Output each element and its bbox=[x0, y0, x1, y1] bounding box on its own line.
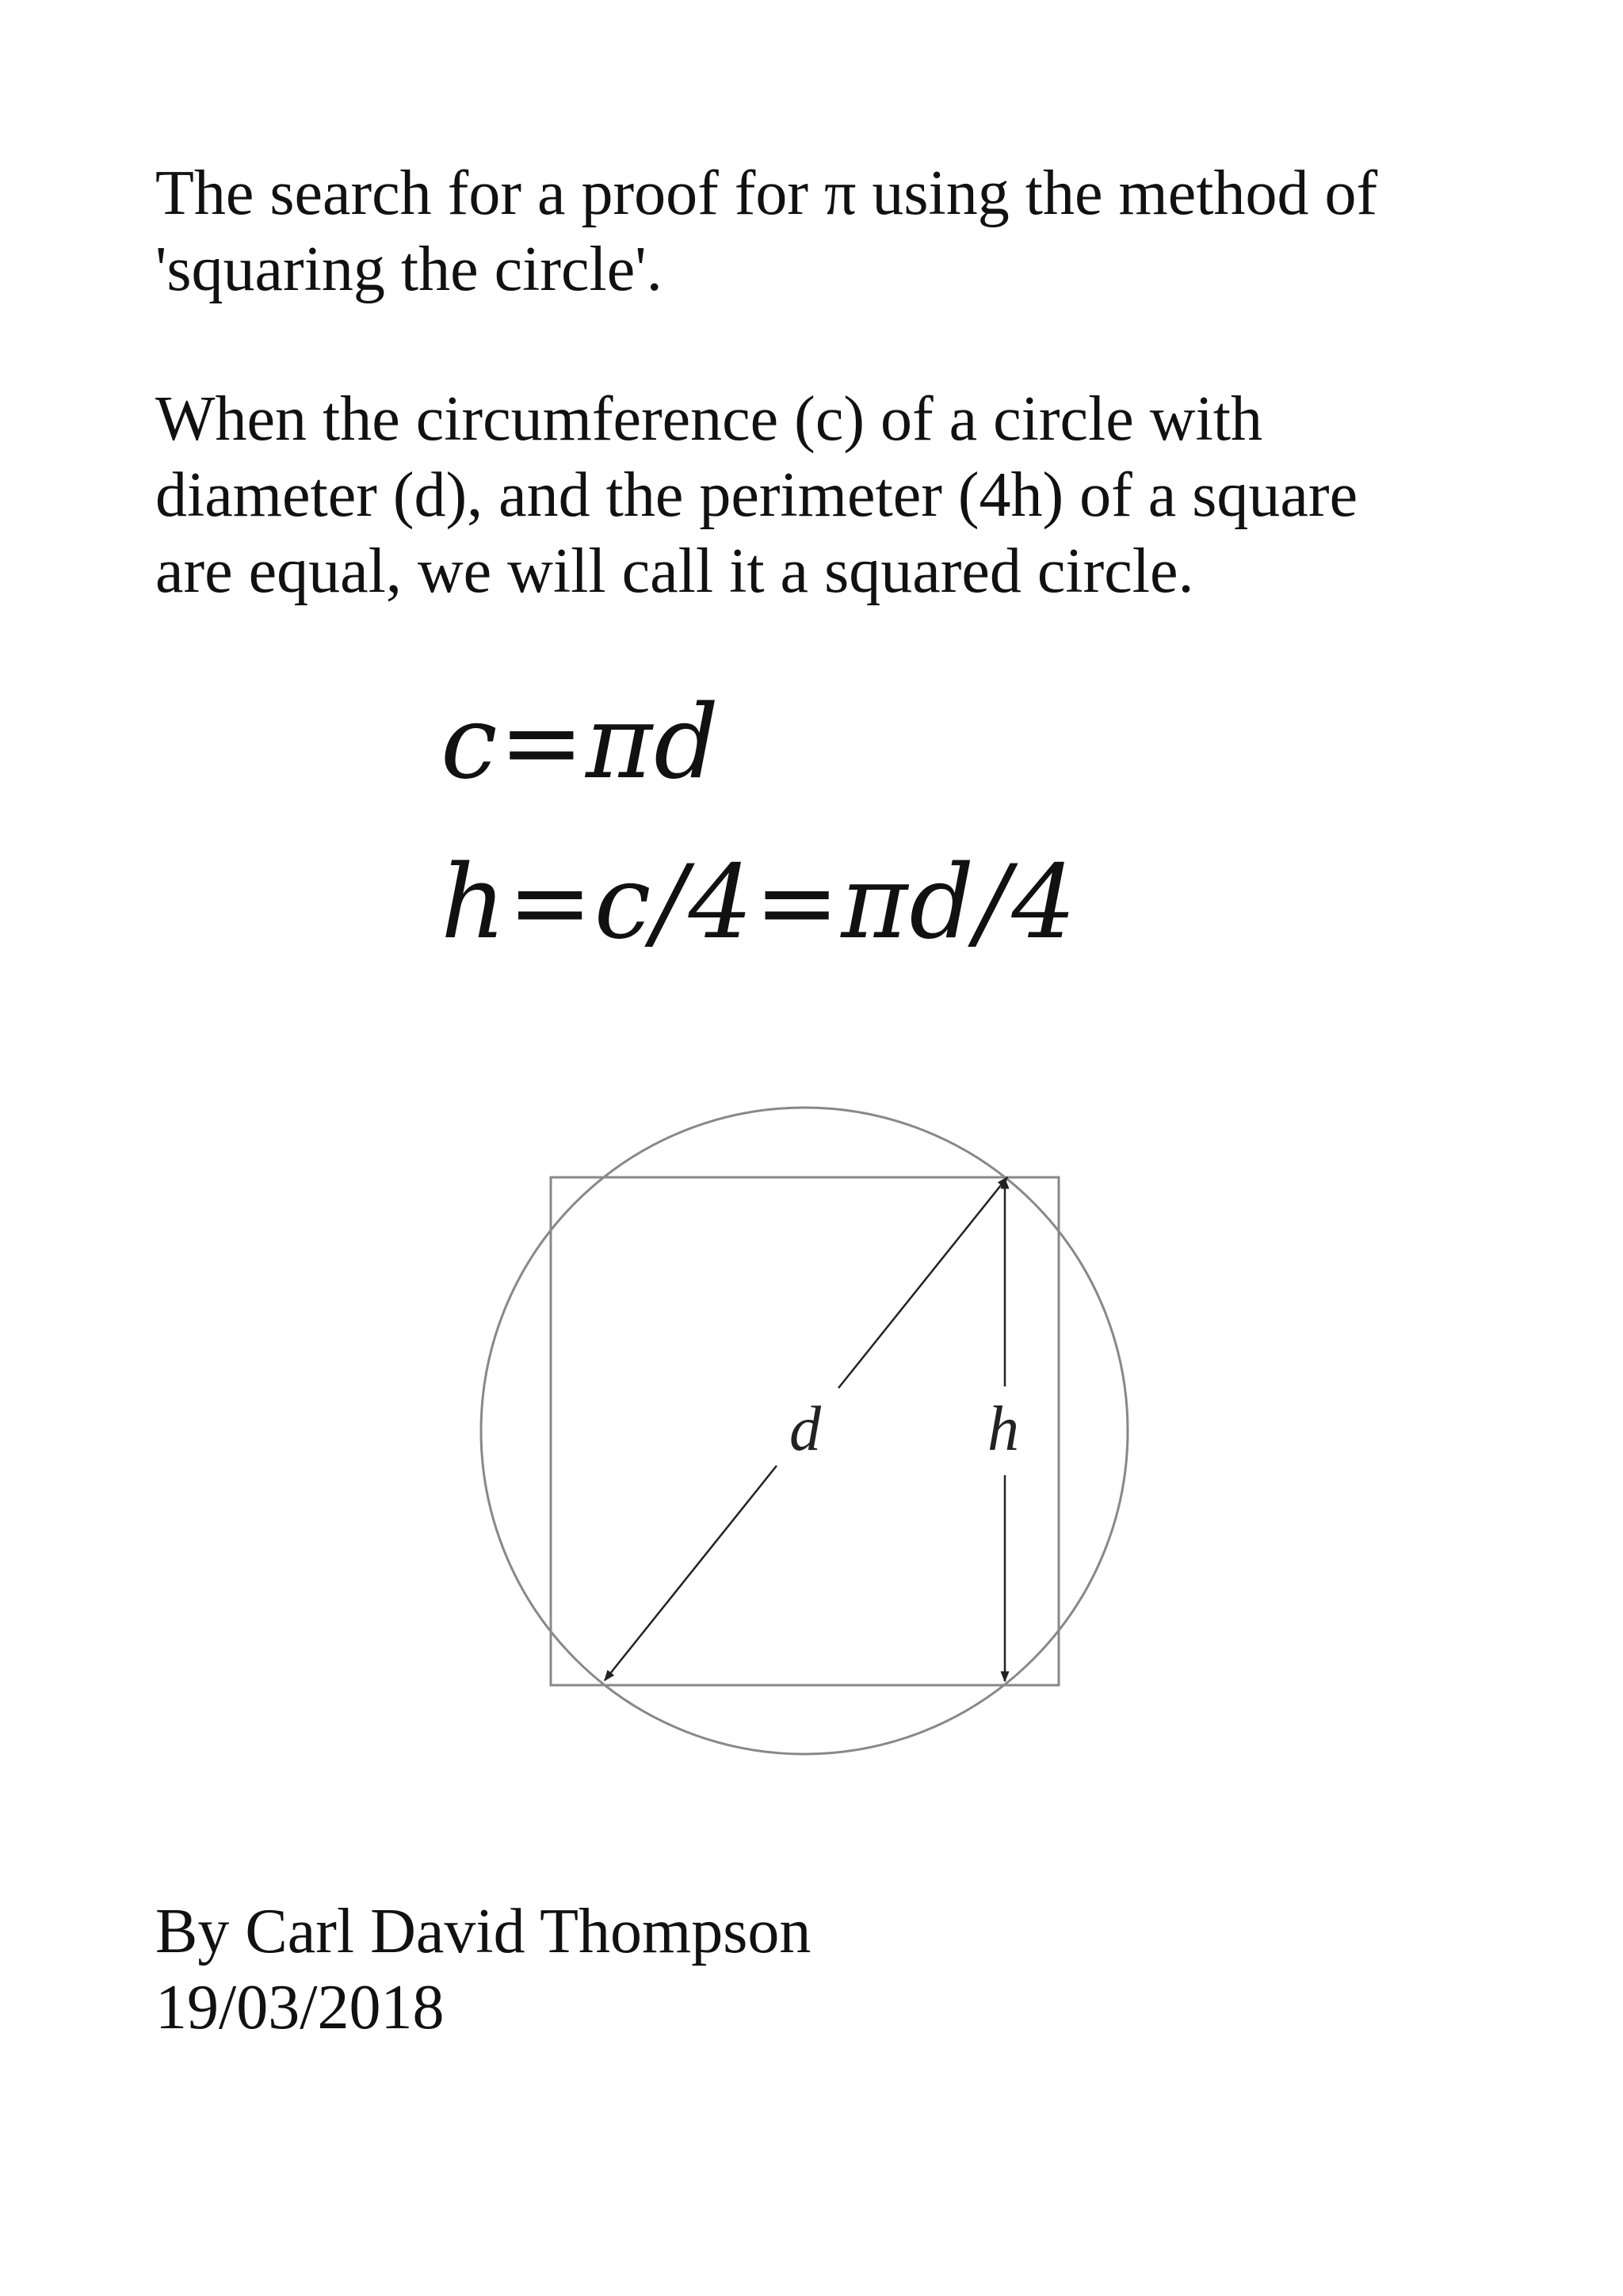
intro-line: diameter (d), and the perimeter (4h) of a square bbox=[155, 460, 1358, 530]
publish-date: 19/03/2018 bbox=[155, 1973, 445, 2042]
byline bbox=[155, 1894, 811, 2046]
formula-side-length: h=c/4=πd/4 bbox=[441, 844, 1078, 962]
side-label: h bbox=[987, 1394, 1019, 1464]
formula-circumference: c=πd bbox=[441, 684, 720, 802]
diameter-arrow-lower bbox=[605, 1466, 777, 1680]
diameter-arrow-upper bbox=[838, 1177, 1007, 1388]
title-line: The search for a proof for π using the method of bbox=[155, 158, 1378, 228]
intro-line: are equal, we will call it a squared circle. bbox=[155, 536, 1194, 606]
title-line: 'squaring the circle'. bbox=[155, 235, 663, 304]
intro-line: When the circumference (c) of a circle with bbox=[155, 384, 1262, 454]
author-name: By Carl David Thompson bbox=[155, 1897, 812, 1966]
diameter-label: d bbox=[789, 1394, 821, 1464]
